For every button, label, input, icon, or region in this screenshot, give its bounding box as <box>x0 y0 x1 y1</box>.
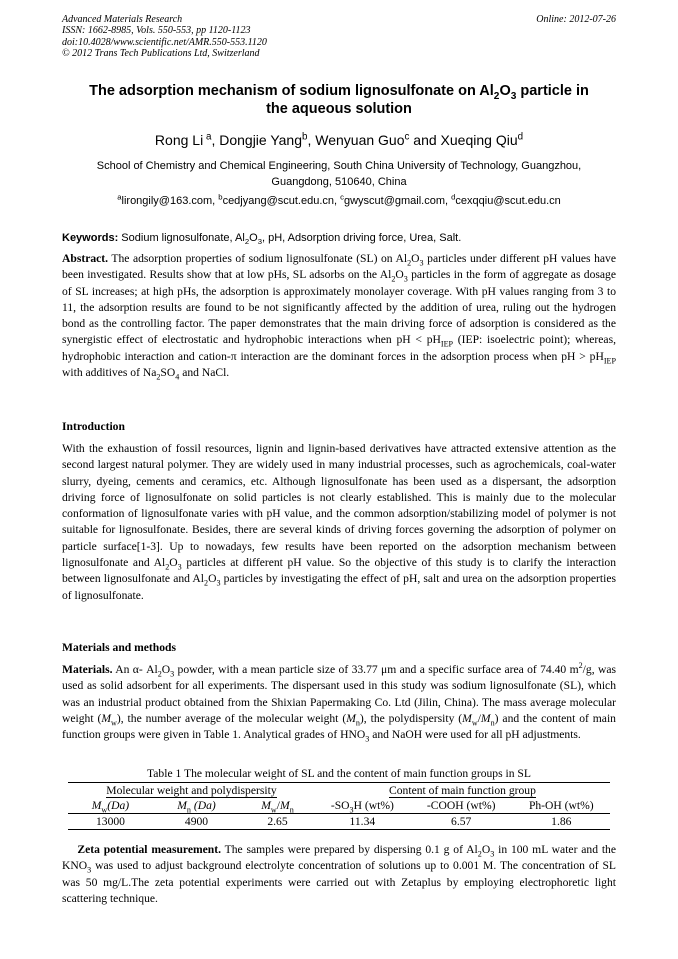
table-cell: 6.57 <box>410 814 513 830</box>
paper-title: The adsorption mechanism of sodium lignosulfonate on $Al_2O_3$ particle in the aqueous solution <box>89 83 589 117</box>
column-header: -COOH (wt%) <box>426 798 496 812</box>
doi-line[interactable]: doi:10.4028/www.scientific.net/AMR.550-553.1120 <box>62 36 267 48</box>
table-row <box>68 814 610 830</box>
author-emails: $^a$lirongily@163.com, $^b$cedjyang@scut.edu.cn, $^c$gwyscut@gmail.com, $^d$cexqqiu@scut.edu.cn <box>117 192 561 207</box>
author-list: Rong Li $^a$, Dongjie Yang$^b$, Wenyuan Guo$^c$ and Xueqing Qiu$^d$ <box>154 131 524 148</box>
introduction-body: With the exhaustion of fossil resources, lignin and lignin-based derivatives have attracted extensive attention as the second largest natural polymer. They are widely used in many industrial processes, such as agrochemicals, coal-water slurry, dyeing, cements and ceramics, etc. Although lignosulfonate has been used as a dispersant, the adsorption driving force of lignosulfonate on solid particles is not clearly established. This is mainly due to the molecular conformation of lignosulfonate varies with pH value, and the common adsorption/stabilizing model of polymer is not suitable for lignosulfonate. Besides, there are several kinds of driving forces governing the adsorption of polymer on particle surface[1-3]. Up to nowadays, few results have been reported on the adsorption mechanism between lignosulfonate and $Al_2O_3$ particles at different pH value. So the objective of this study is to clarify the interaction between lignosulfonate and $Al_2O_3$ particles by investigating the effect of pH, salt and urea on the adsorption properties of lignosulfonate. <box>62 442 617 602</box>
materials-paragraph: Materials. An α- $Al_2O_3$ powder, with a mean particle size of 33.77 μm and a specific surface area of 74.40 $m^2/g$, was used as solid adsorbent for all experiments. The dispersant used in this study was sodium lignosulfonate (SL), which was an industrial product obtained from the Shixian Papermaking Co. Ltd (Jilin, China). The mass average molecular weight $(M_w)$, the number average of the molecular weight $(M_n)$, the polydispersity $(M_w/M_n)$ and the content of main function groups were given in Table 1. Analytical grades of $HNO_3$ and NaOH were used for all pH adjustments. <box>62 661 616 744</box>
journal-header <box>62 14 616 60</box>
table-caption: Table 1 The molecular weight of SL and the content of main function groups in SL <box>147 767 531 780</box>
abstract: Abstract. The adsorption properties of sodium lignosulfonate (SL) on $Al_2O_3$ particles under different pH values have been investigated. Results show that at low pHs, SL adsorbs on the $Al_2O_3$ particles in the form of aggregate as dosage of SL increases; at high pHs, the adsorption is approximately monolayer coverage. With pH values ranging from 3 to 11, the adsorption results are found to be not significantly affected by the addition of urea, ruling out the hydrogen bond as the controlling factor. The paper demonstrates that the main driving force of adsorption is considered as the synergistic effect of electrostatic and hydrophobic interactions when pH < $pH_{IEP}$ (IEP: isoelectric point); whereas, hydrophobic interaction and cation-π interaction are the dominant forces in the adsorption process when pH > $pH_{IEP}$ with additives of $Na_2SO_4$ and NaCl. <box>62 252 616 382</box>
column-header: $M_w/M_n$ <box>261 798 294 814</box>
keywords: Keywords: Sodium lignosulfonate, $Al_2O_3$, pH, Adsorption driving force, Urea, Salt. <box>62 232 462 247</box>
journal-name: Advanced Materials Research <box>62 14 183 25</box>
table-group-header: Molecular weight and polydispersity <box>68 783 315 799</box>
column-header: $M_w(Da)$ <box>91 798 130 814</box>
issn-line: ISSN: 1662-8985, Vols. 550-553, pp 1120-1123 <box>62 25 251 37</box>
materials-methods-heading: Materials and methods <box>62 641 177 654</box>
copyright-line: © 2012 Trans Tech Publications Ltd, Switzerland <box>62 48 260 60</box>
table-cell: 13000 <box>68 814 153 830</box>
molecular-weight-table <box>68 782 610 830</box>
column-header: $M_n$ (Da) <box>177 798 216 814</box>
affiliation: School of Chemistry and Chemical Engineering, South China University of Technology, Guangzhou, Guangdong, 510640, China <box>96 160 582 188</box>
column-header: $-SO_3H$ (wt%) <box>330 798 394 814</box>
table-cell: 1.86 <box>513 814 610 830</box>
online-date: Online: 2012-07-26 <box>536 14 616 25</box>
table-cell: 2.65 <box>240 814 315 830</box>
table-cell: 4900 <box>153 814 240 830</box>
table-cell: 11.34 <box>315 814 410 830</box>
introduction-heading: Introduction <box>62 420 125 433</box>
table-group-header: Content of main function group <box>315 783 610 799</box>
zeta-paragraph: Zeta potential measurement. The samples were prepared by dispersing 0.1 g of $Al_2O_3$ in 100 mL water and the $KNO_3$ was used to adjust background electrolyte concentration of solutions up to 0.001 M. The concentration of SL was 50 mg/L.The zeta potential experiments were carried out with Zetaplus by employing electrophoretic light scattering technique. <box>62 843 617 905</box>
column-header: Ph-OH (wt%) <box>528 798 594 812</box>
